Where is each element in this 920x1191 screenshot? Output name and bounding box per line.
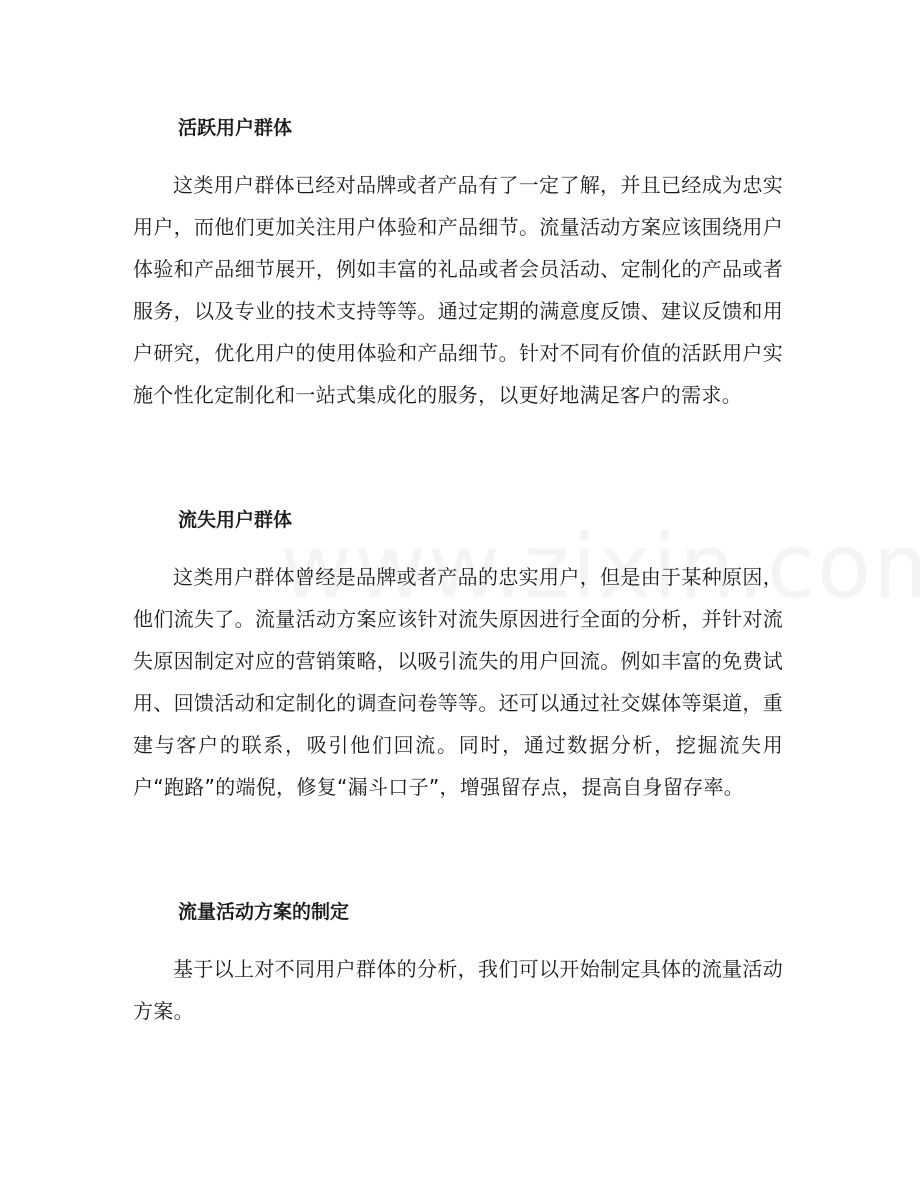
section-paragraph-lost-users: 这类用户群体曾经是品牌或者产品的忠实用户，但是由于某种原因，他们流失了。流量活动方案应该针对流失原因进行全面的分析，并针对流失原因制定对应的营销策略，以吸引流失的用户回流。例如丰富的免费试用、回馈活动和定制化的调查问卷等等。还可以通过社交媒体等渠道，重建与客户的联系，吸引他们回流。同时，通过数据分析，挖掘流失用户“跑路”的端倪，修复“漏斗口子”，增强留存点，提高自身留存率。 xyxy=(133,565,783,799)
section-paragraph-plan: 基于以上对不同用户群体的分析，我们可以开始制定具体的流量活动方案。 xyxy=(133,957,783,1023)
section-heading-lost-users: 流失用户群体 xyxy=(178,509,293,531)
section-heading-active-users: 活跃用户群体 xyxy=(178,117,293,139)
section-heading-plan: 流量活动方案的制定 xyxy=(178,901,350,923)
section-paragraph-active-users: 这类用户群体已经对品牌或者产品有了一定了解，并且已经成为忠实用户，而他们更加关注用户体验和产品细节。流量活动方案应该围绕用户体验和产品细节展开，例如丰富的礼品或者会员活动、定制化的产品或者服务，以及专业的技术支持等等。通过定期的满意度反馈、建议反馈和用户研究，优化用户的使用体验和产品细节。针对不同有价值的活跃用户实施个性化定制化和一站式集成化的服务，以更好地满足客户的需求。 xyxy=(133,173,783,407)
